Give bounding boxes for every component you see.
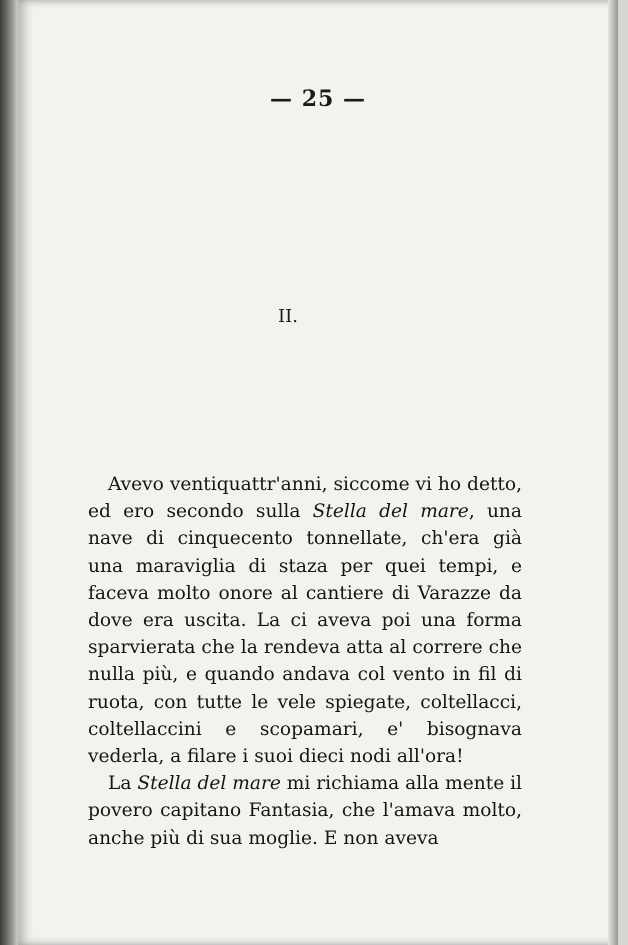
text-run: , una nave di cinquecento tonnellate, ch'era già una maraviglia di staza per quei tempi, e faceva molto onore al cantiere di Varazze da dove era uscita. La ci aveva poi una forma sparvierata che la rendeva atta al correre che nulla più, e quando andava col vento in fil di ruota, con tutte le vele spiegate, coltellacci, coltellaccini e scopamari, e' bisognava vederla, a filare i suoi dieci nodi all'ora! [88, 501, 522, 768]
body-text [88, 471, 522, 852]
paragraph [88, 471, 522, 770]
book-spine-shadow [0, 0, 18, 945]
text-run: La [108, 773, 138, 795]
book-page [18, 0, 618, 945]
text-run: mi richiama alla mente il povero capitano Fantasia, che l'amava molto, anche più di sua moglie. E non aveva [88, 773, 523, 849]
ship-name: Stella del mare [137, 773, 281, 795]
chapter-heading: II. [278, 306, 298, 327]
ship-name: Stella del mare [312, 501, 469, 523]
paragraph [88, 770, 522, 852]
text-run: Avevo ventiquattr'anni, siccome vi ho detto, ed ero secondo sulla [88, 474, 522, 523]
page-number: — 25 — [270, 86, 366, 112]
page-edge [608, 0, 618, 945]
